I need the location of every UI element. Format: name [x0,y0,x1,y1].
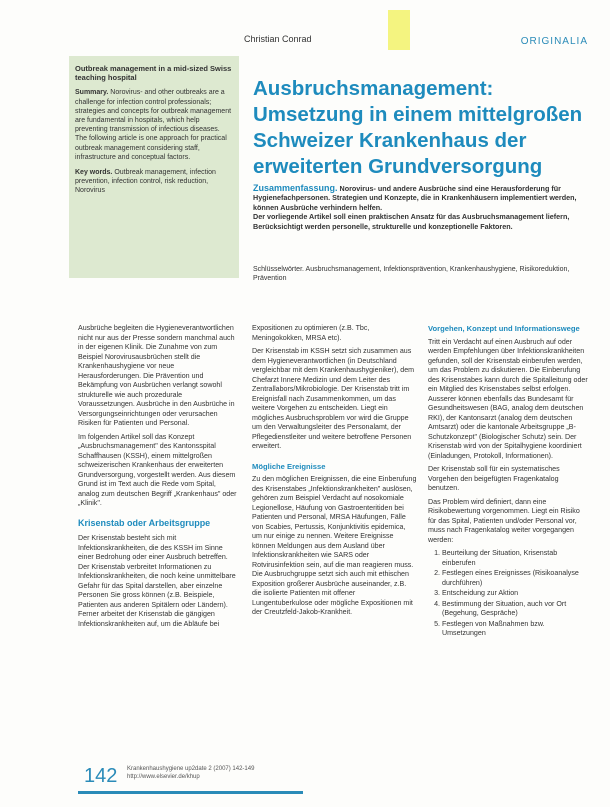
column-3 [428,324,588,640]
steps-list [428,549,588,639]
abstract-title: Outbreak management in a mid-sized Swiss teaching hospital [75,64,232,83]
keywords-de: Schlüsselwörter. Ausbruchsmanagement, Infektionsprävention, Krankenhaushygiene, Risikoreduktion, Prävention [253,266,570,283]
col1-paragraph: Im folgenden Artikel soll das Konzept „Ausbruchsmanagement" des Kantonsspital Schaffhausen (KSSH), einem mittelgroßen schweizerischen Krankenhaus der erweiterten Grundversorgung, vorgestellt werden. Aus diesem Grund ist im Text auch die Rede vom Spital, analog zum deutschen Begriff „Krankenhaus" oder „Klinik". [78,432,237,507]
col2-paragraph: Expositionen zu optimieren (z.B. Tbc, Meningokokken, MRSA etc). [252,324,370,342]
col1-paragraph: Der Krisenstab besteht sich mit Infektionskrankheiten, die des KSSH im Sinne einer Bedrohung oder einer Ausbruch betreffen. Der Krisenstab verbreitet Informationen zu Infektionskrankheiten, die noch keine unmittelbare Gefahr für das Spital darstellen, aber einzelne Personen Sie gross können (z.B. Beispiele, Patienten aus anderen Spitälern oder Ländern). Ferner arbeitet der Krisenstab die gängigen Infektionskrankheiten auf, um die Abläufe bei [78,534,236,628]
zusammenfassung [253,184,589,231]
journal-citation: Krankenhaushygiene up2date 2 (2007) 142-149 [127,766,255,772]
footer-rule [78,791,303,794]
author-name: Christian Conrad [244,34,312,44]
zusammenfassung-label: Zusammenfassung. [253,183,338,193]
highlighter-mark [388,10,410,50]
col2-paragraph: Der Krisenstab im KSSH setzt sich zusammen aus dem Hygieneverantwortlichen (in Deutschland vergleichbar mit dem Krankenhaushygieniker), dem Chefarzt Innere Medizin und dem Leiter des Zentrallabors/Mikrobiologie. Der Krisenstab tritt im Ereignisfall nach Zusammenkommen, um das weitere Vorgehen zu entscheiden. Liegt ein mögliches Ausbruchsproblem vor wird die Gruppe um den Verwaltungsleiter des Personalamt, der Pflegedienstleiter und weitere betroffene Personen erweitert. [252,347,415,450]
list-item: 2. Festlegen eines Ereignisses (Risikoanalyse durchführen) [442,569,588,588]
col3-paragraph: Tritt ein Verdacht auf einen Ausbruch auf oder werden Empfehlungen über Infektionskrankheiten gefunden, soll der Krisenstab einberufen werden, um das Problem zu diskutieren. Die Einberufung des Krisenstabes kann durch die Spitalleitung oder ein Mitglied des Krisenstabes selbst erfolgen. Ausserer können ebenfalls das Bundesamt für Gesundheitswesen (BAG, analog dem deutschen RKI), der Kantonsarzt (analog dem deutschen Amtsarzt) oder die kantonale Arbeitsgruppe „B-Schutzkonzept" (Biologischer Schutz) sein. Der Krisenstab wird von der Spitalhygiene koordiniert (Einladungen, Protokoll, Informationen). [428,337,588,460]
col3-paragraph: Das Problem wird definiert, dann eine Risikobewertung vorgenommen. Liegt ein Risiko für das Spital, Patienten und/oder Personal vor, muss nach Fragenkatalog weiter vorgegangen werden: [428,497,580,544]
english-abstract-box [69,56,239,278]
list-item: 1. Beurteilung der Situation, Krisenstab einberufen [442,549,588,568]
col3-subheading: Vorgehen, Konzept und Informationswege [428,324,580,333]
abstract-keywords: Key words. Outbreak management, infection prevention, infection control, risk reduction, Norovirus [75,169,216,195]
page-number: 142 [84,765,118,787]
col3-paragraph: Der Krisenstab soll für ein systematisches Vorgehen den beigefügten Fragenkatalog benutzen. [428,465,560,492]
column-1 [78,324,238,633]
list-item: 5. Festlegen von Maßnahmen bzw. Umsetzungen [442,620,588,639]
column-2 [252,324,417,622]
article-title: Ausbruchsmanagement: Umsetzung in einem mittelgroßen Schweizer Krankenhaus der erweiterten Grundversorgung [253,77,583,178]
col2-subheading: Mögliche Ereignisse [252,461,326,471]
list-item: 3. Entscheidung zur Aktion [442,589,588,599]
journal-url[interactable]: http://www.elsevier.de/khup [127,773,200,780]
col2-paragraph: Zu den möglichen Ereignissen, die eine Einberufung des Krisenstabes „Infektionskrankheiten" auslösen, gehören zum Beispiel Verdacht auf nosokomiale Legionellose, Häufung von Gastroenteritiden bei Patienten und Personal, MRSA Häufungen, Fälle von Scabies, Pertussis, Konjunktivitis epidemica, um nur einige zu nennen. Weitere Ereignisse können Meldungen aus dem Ausland über Infektionskrankheiten wie SARS oder Rotvirusinfektion sein, auf die man reagieren muss. Die Ausbruchgruppe setzt sich auch mit ethischen Exposition großerer Ausbrüche auseinander, z.B. die isolierte Patienten mit offener Lungentuberkulose oder mögliche Expositionen mit der Creutzfeld-Jakob-Krankheit. [252,475,417,616]
list-item: 4. Bestimmung der Situation, auch vor Ort (Begehung, Gespräche) [442,600,588,619]
col1-subheading: Krisenstab oder Arbeitsgruppe [78,517,211,528]
abstract-summary: Summary. Norovirus- and other outbreaks are a challenge for infection control professionals; strategies and concepts for outbreak management are fundamental in hospitals, which help preventing transmission of infectious diseases. The following article is one approach for practical outbreak management considering staff, infrastructure and conceptual factors. [75,89,232,161]
zusammenfassung-text2: Der vorliegende Artikel soll einen praktischen Ansatz für das Ausbruchsmanagement liefern, Berücksichtigt werden personelle, strukturelle und konzeptionelle Faktoren. [253,212,570,231]
zusammenfassung-text1: Norovirus- und andere Ausbrüche sind eine Herausforderung für Hygienefachpersonen. Strategien und Konzepte, die in Krankenhäusern implementiert werden, können Ausbrüche verhindern helfen. [253,184,577,212]
footer-citation [127,766,254,781]
col1-paragraph: Ausbrüche begleiten die Hygieneverantwortlichen nicht nur aus der Presse sondern manchmal auch in der eigenen Klinik. Die Zunahme von zum Beispiel Norovirusausbrüchen stellt die Krankenhaushygiene vor neue Herausforderungen. Die Prävention und Bekämpfung von Ausbrüchen verlangt sowohl strukturelle wie auch prozedurale Voraussetzungen. Ausbrüche in den Ausbrüche in Versorgungseinrichtungen oder verursachen Risiken für Patienten und Personal. [78,324,235,427]
section-label: ORIGINALIA [520,36,588,47]
